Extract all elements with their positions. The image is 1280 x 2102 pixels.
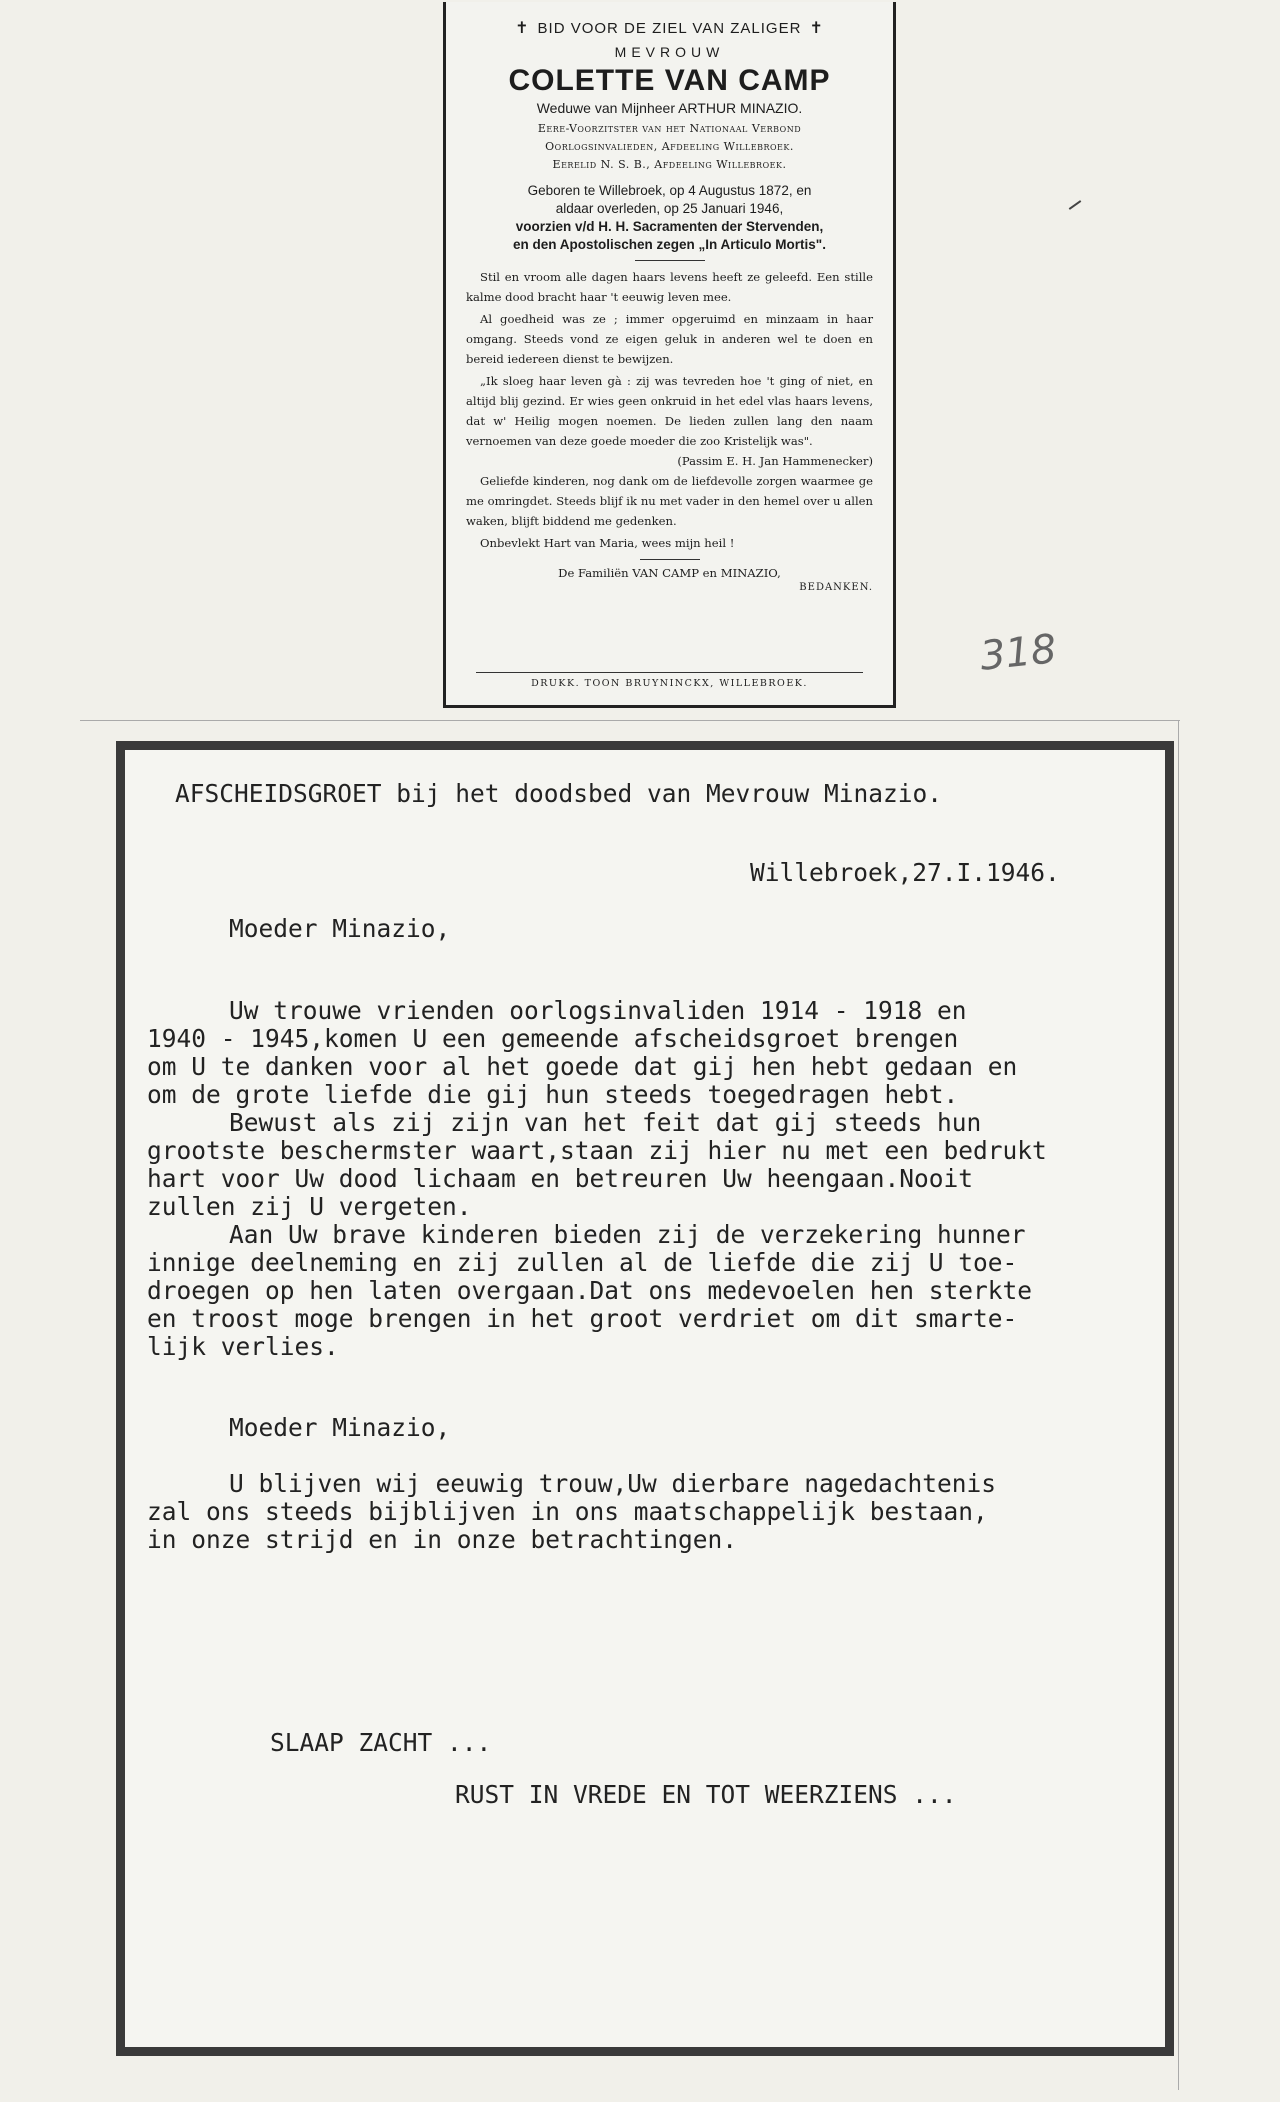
archive-number: 318 [977, 626, 1059, 680]
letter-closing: RUST IN VREDE EN TOT WEERZIENS ... [455, 1780, 957, 1809]
letter-line: om de grote liefde die gij hun steeds toegedragen hebt. [147, 1080, 959, 1109]
letter-line: Aan Uw brave kinderen bieden zij de verzekering hunner [229, 1220, 1026, 1249]
card-thanks: BEDANKEN. [799, 582, 873, 593]
letter-line: 1940 - 1945,komen U een gemeende afscheidsgroet brengen [147, 1024, 959, 1053]
letter-line: hart voor Uw dood lichaam en betreuren Uw heengaan.Nooit [147, 1164, 974, 1193]
card-role: Eere-Voorzitster van het Nationaal Verbond [537, 122, 802, 135]
letter-title: AFSCHEIDSGROET bij het doodsbed van Mevrouw Minazio. [175, 779, 943, 808]
card-widow-line: Weduwe van Mijnheer ARTHUR MINAZIO. [536, 100, 803, 116]
letter-line: lijk verlies. [147, 1332, 339, 1361]
card-mevrouw: MEVROUW [614, 44, 725, 60]
letter-date: Willebroek,27.I.1946. [750, 858, 1060, 887]
cross-icon: ✝ [809, 20, 824, 37]
card-paragraph: Al goedheid was ze ; immer opgeruimd en minzaam in haar omgang. Steeds vond ze eigen geluk in anderen wel te doen en bereid iedereen dienst te bewijzen. [466, 312, 873, 366]
card-deceased-name: COLETTE VAN CAMP [508, 64, 831, 97]
card-paragraph: Geliefde kinderen, nog dank om de liefdevolle zorgen waarmee ge me omringdet. Steeds blijf ik nu met vader in den hemel over u allen waken, blijft biddend me gedenken. [466, 474, 873, 528]
card-birth-line: aldaar overleden, op 25 Januari 1946, [555, 201, 784, 216]
letter-line: Uw trouwe vrienden oorlogsinvaliden 1914 - 1918 en [229, 996, 967, 1025]
letter-line: U blijven wij eeuwig trouw,Uw dierbare nagedachtenis [229, 1469, 997, 1498]
mount-edge [1178, 720, 1179, 2090]
card-printer: DRUKK. TOON BRUYNINCKX, WILLEBROEK. [531, 678, 808, 689]
card-birth-death [466, 182, 873, 254]
card-quote-source: (Passim E. H. Jan Hammenecker) [677, 454, 873, 468]
card-paragraph: Stil en vroom alle dagen haars levens heeft ze geleefd. Een stille kalme dood bracht haar 't eeuwig leven mee. [466, 270, 873, 304]
card-quote: „Ik sloeg haar leven gà : zij was tevreden hoe 't ging of niet, en altijd blij gezind. Er wies geen onkruid in het edel vlas haars levens, dat w' Heilig mogen noemen. De lieden zullen lang den naam vernoemen van deze goede moeder die zoo Kristelijk was". [466, 374, 873, 448]
letter-line: droegen op hen laten overgaan.Dat ons medevoelen hen sterkte [147, 1276, 1033, 1305]
letter-line: en troost moge brengen in het groot verdriet om dit smarte- [147, 1304, 1018, 1333]
letter-line: Bewust als zij zijn van het feit dat gij steeds hun [229, 1108, 982, 1137]
card-family: De Familiën VAN CAMP en MINAZIO, [558, 566, 781, 580]
memorial-card [443, 2, 896, 708]
divider [476, 672, 863, 673]
pen-mark [1069, 200, 1082, 210]
divider [640, 559, 700, 560]
letter-salutation: Moeder Minazio, [229, 1413, 451, 1442]
letter-line: innige deelneming en zij zullen al de liefde die zij U toe- [147, 1248, 1018, 1277]
letter-line: grootste beschermster waart,staan zij hier nu met een bedrukt [147, 1136, 1047, 1165]
mount-edge [80, 720, 1180, 721]
card-prayer-text: BID VOOR DE ZIEL VAN ZALIGER [537, 20, 802, 37]
typed-letter [116, 741, 1174, 2056]
letter-line: zullen zij U vergeten. [147, 1192, 472, 1221]
letter-line: om U te danken voor al het goede dat gij hen hebt gedaan en [147, 1052, 1018, 1081]
card-paragraph: Onbevlekt Hart van Maria, wees mijn heil ! [480, 536, 735, 550]
divider [635, 260, 705, 261]
card-birth-line: Geboren te Willebroek, op 4 Augustus 1872, en [527, 183, 812, 198]
card-role: Eerelid N. S. B., Afdeeling Willebroek. [552, 158, 787, 171]
card-paragraph [466, 371, 873, 468]
cross-icon: ✝ [515, 20, 530, 37]
card-birth-line: en den Apostolischen zegen „In Articulo Mortis". [513, 237, 826, 252]
card-role: Oorlogsinvalieden, Afdeeling Willebroek. [545, 140, 794, 153]
letter-salutation: Moeder Minazio, [229, 914, 451, 943]
letter-closing: SLAAP ZACHT ... [270, 1728, 492, 1757]
letter-line: zal ons steeds bijblijven in ons maatschappelijk bestaan, [147, 1497, 988, 1526]
letter-line: in onze strijd en in onze betrachtingen. [147, 1525, 738, 1554]
card-prayer-line [466, 18, 873, 38]
card-birth-line: voorzien v/d H. H. Sacramenten der Stervenden, [515, 219, 824, 234]
